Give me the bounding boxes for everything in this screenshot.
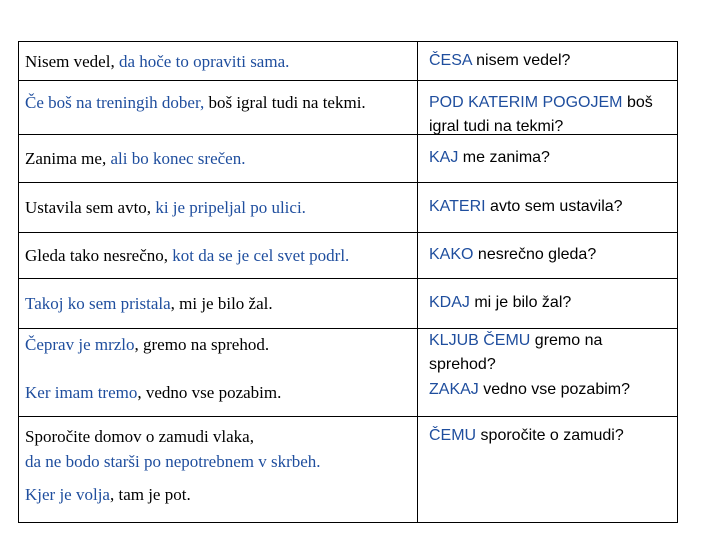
left-cell [25, 482, 415, 508]
highlighted-clause: ČESA [429, 52, 472, 69]
left-cell [25, 380, 415, 406]
right-cell [429, 378, 673, 404]
left-cell-text [25, 90, 366, 115]
highlighted-clause: KATERI [429, 198, 486, 215]
left-cell [25, 182, 415, 232]
highlighted-clause: da hoče to opraviti sama. [118, 51, 290, 71]
plain-text: , mi je bilo žal. [170, 293, 273, 313]
highlighted-clause: Ker imam tremo [25, 383, 138, 402]
right-cell [429, 91, 673, 143]
highlighted-clause: Kjer je volja [25, 485, 110, 504]
plain-text: vedno vse pozabim? [478, 381, 630, 398]
left-cell-text [25, 195, 306, 220]
highlighted-clause: KLJUB ČEMU [429, 332, 531, 349]
plain-text: , gremo na sprehod. [134, 335, 270, 354]
right-cell-text [429, 49, 570, 73]
row-divider [19, 416, 677, 417]
right-cell-text [429, 146, 550, 170]
right-cell-text [429, 329, 673, 377]
plain-text: Sporočite domov o zamudi vlaka, [25, 427, 254, 446]
plain-text: mi je bilo žal? [469, 294, 572, 311]
highlighted-clause: Čeprav je mrzlo [25, 335, 135, 354]
left-cell [25, 424, 415, 476]
highlighted-clause: ki je pripeljal po ulici. [155, 197, 306, 217]
right-cell [429, 232, 673, 278]
sentence-table [18, 41, 678, 523]
plain-text: Zanima me, [25, 149, 111, 168]
left-cell [25, 278, 415, 328]
right-cell [429, 278, 673, 328]
plain-text: boš igral tudi na tekmi? [429, 94, 653, 135]
plain-text: avto sem ustavila? [485, 198, 623, 215]
left-cell-text [25, 424, 321, 474]
plain-text: nisem vedel? [471, 52, 571, 69]
left-cell [25, 232, 415, 278]
right-cell [429, 424, 673, 450]
left-cell [25, 90, 415, 146]
highlighted-clause: POD KATERIM POGOJEM [429, 94, 623, 111]
left-cell [25, 42, 415, 80]
left-cell-text [25, 332, 269, 357]
right-cell-text [429, 195, 623, 219]
right-cell-text [429, 424, 624, 448]
left-cell-text [25, 243, 349, 268]
plain-text: , tam je pot. [109, 485, 191, 504]
left-cell-text [25, 291, 273, 316]
highlighted-clause: ali bo konec srečen. [110, 149, 246, 168]
highlighted-clause: KAKO [429, 246, 474, 263]
highlighted-clause: da ne bodo starši po nepotrebnem v skrbeh. [25, 452, 321, 471]
plain-text: gremo na sprehod? [429, 332, 603, 373]
highlighted-clause: kot da se je cel svet podrl. [172, 245, 350, 265]
left-cell [25, 146, 415, 172]
right-cell [429, 329, 673, 377]
left-cell-text [25, 49, 289, 74]
right-cell [429, 146, 673, 172]
highlighted-clause: Takoj ko sem pristala [25, 293, 171, 313]
left-cell-text [25, 146, 245, 171]
highlighted-clause: ZAKAJ [429, 381, 479, 398]
right-cell-text [429, 243, 596, 267]
highlighted-clause: KAJ [429, 149, 459, 166]
right-cell-text [429, 91, 673, 139]
right-cell-text [429, 291, 571, 315]
plain-text: Gleda tako nesrečno, [25, 245, 173, 265]
highlighted-clause: Če boš na treningih dober, [25, 93, 205, 112]
left-cell [25, 332, 415, 358]
plain-text: Ustavila sem avto, [25, 197, 156, 217]
right-cell [429, 182, 673, 232]
left-cell-text [25, 482, 191, 507]
highlighted-clause: KDAJ [429, 294, 470, 311]
right-cell [429, 42, 673, 80]
right-cell [429, 482, 673, 508]
plain-text: boš igral tudi na tekmi. [204, 93, 366, 112]
plain-text: me zanima? [458, 149, 550, 166]
plain-text: sporočite o zamudi? [476, 427, 624, 444]
plain-text: nesrečno gleda? [473, 246, 597, 263]
column-divider [417, 42, 418, 522]
plain-text: , vedno vse pozabim. [137, 383, 282, 402]
right-cell-text [429, 378, 630, 402]
highlighted-clause: ČEMU [429, 427, 477, 444]
plain-text: Nisem vedel, [25, 51, 119, 71]
row-divider [19, 80, 677, 81]
left-cell-text [25, 380, 281, 405]
